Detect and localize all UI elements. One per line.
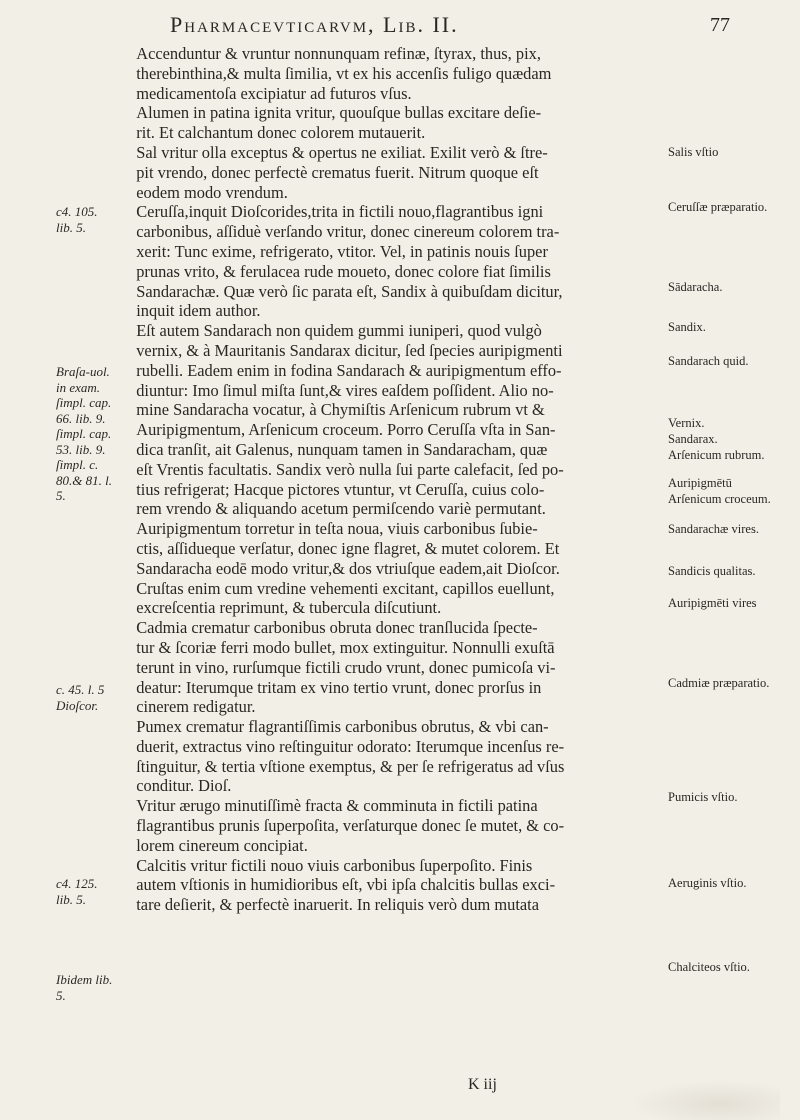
margin-note-right: Arſenicum rubrum. bbox=[668, 448, 765, 462]
text-line: Calcitis vritur fictili nouo viuis carbonibus ſuperpoſito. Finis bbox=[136, 855, 533, 875]
text-line: pit vrendo, donec perfectè crematus fuerit. Nitrum quoque eſt bbox=[136, 162, 539, 182]
text-line: cinerem redigatur. bbox=[136, 697, 256, 717]
paragraph-cerussa bbox=[110, 202, 610, 321]
text-line: Sandaracha eodē modo vritur,& dos vtriuſque eadem,ait Dioſcor. bbox=[136, 558, 560, 578]
margin-note-right: Auripigmētū bbox=[668, 476, 732, 490]
paragraph-alumen bbox=[110, 103, 610, 143]
margin-note-left: c. 45. l. 5 Dioſcor. bbox=[56, 682, 105, 713]
text-line: ſtinguitur, & tertia vſtione exemptus, & per ſe refrigeratus ad vſus bbox=[136, 756, 565, 776]
paragraph-resins bbox=[110, 44, 610, 103]
text-line: deatur: Iterumque tritam ex vino tertio vrunt, donec prorſus in bbox=[136, 677, 542, 697]
text-line: Alumen in patina ignita vritur, quouſque bullas excitare deſie- bbox=[136, 103, 542, 123]
margin-note-right: Sādaracha. bbox=[668, 280, 723, 294]
margin-note-right: Arſenicum croceum. bbox=[668, 492, 771, 506]
main-text bbox=[110, 44, 610, 915]
margin-note-right: Sandarach quid. bbox=[668, 354, 749, 368]
text-line: Auripigmentum torretur in teſta noua, viuis carbonibus ſubie- bbox=[136, 519, 538, 539]
margin-note-left: c4. 105. lib. 5. bbox=[56, 204, 98, 235]
text-line: eſt Vrentis facultatis. Sandix verò nulla ſui parte calefacit, ſed po- bbox=[136, 459, 564, 479]
text-line: tius refrigerat; Hacque pictores vtuntur, vt Ceruſſa, cuius colo- bbox=[136, 479, 545, 499]
text-line: vernix, & à Mauritanis Sandarax dicitur, ſed ſpecies auripigmenti bbox=[136, 340, 563, 360]
margin-note-right: Sandarax. bbox=[668, 432, 718, 446]
text-line: rit. Et calchantum donec colorem mutauerit. bbox=[136, 123, 426, 143]
running-title: Pharmacevticarvm, Lib. II. bbox=[170, 12, 459, 37]
text-line: prunas vrito, & ferulacea rude moueto, donec colore fiat ſimilis bbox=[136, 261, 551, 281]
text-line: conditur. Dioſ. bbox=[136, 776, 232, 796]
margin-note-right: Salis vſtio bbox=[668, 145, 719, 159]
text-line: Sandarachæ. Quæ verò ſic parata eſt, Sandix à quibuſdam dicitur, bbox=[136, 281, 563, 301]
text-line: autem vſtionis in humidioribus eſt, vbi ipſa chalcitis bullas exci- bbox=[136, 875, 556, 895]
text-line: diuntur: Imo ſimul miſta ſunt,& vires eaſdem poſſident. Alio no- bbox=[136, 380, 554, 400]
margin-note-right: Auripigmēti vires bbox=[668, 596, 757, 610]
text-line: duerit, extractus vino reſtinguitur odorato: Iterumque incenſus re- bbox=[136, 736, 565, 756]
text-line: Ceruſſa,inquit Dioſcorides,trita in fictili nouo,flagrantibus igni bbox=[136, 202, 544, 222]
text-line: lorem cinereum concipiat. bbox=[136, 835, 308, 855]
signature-mark: K iij bbox=[468, 1076, 497, 1093]
text-line: flagrantibus prunis ſuperpoſita, verſaturque donec ſe mutet, & co- bbox=[136, 816, 565, 836]
margin-note-right: Sandarachæ vires. bbox=[668, 522, 759, 536]
paragraph-auripigmentum bbox=[110, 519, 610, 618]
text-line: Cruſtas enim cum vredine vehementi excitant, capillos euellunt, bbox=[136, 578, 555, 598]
text-line: Accenduntur & vruntur nonnunquam refinæ, ſtyrax, thus, pix, bbox=[136, 44, 541, 63]
margin-note-right: Aeruginis vſtio. bbox=[668, 876, 747, 890]
margin-note-left: Ibidem lib. 5. bbox=[56, 972, 113, 1003]
text-line: mine Sandaracha vocatur, à Chymiſtis Arſenicum rubrum vt & bbox=[136, 400, 545, 420]
paragraph-pumex bbox=[110, 717, 610, 796]
paper-stain bbox=[630, 1080, 780, 1120]
running-header bbox=[170, 12, 730, 42]
text-line: dica tranſit, ait Galenus, nunquam tamen in Sandaracham, quæ bbox=[136, 439, 548, 459]
text-line: tur & ſcoriæ ferri modo bullet, mox extinguitur. Nonnulli exuſtā bbox=[136, 637, 555, 657]
paragraph-calcitis bbox=[110, 856, 610, 915]
page-number: 77 bbox=[710, 14, 730, 36]
margin-note-right: Ceruſſæ præparatio. bbox=[668, 200, 768, 214]
margin-note-right: Pumicis vſtio. bbox=[668, 790, 738, 804]
paragraph-aerugo bbox=[110, 796, 610, 855]
text-line: Cadmia crematur carbonibus obruta donec tranſlucida ſpecte- bbox=[136, 618, 538, 638]
text-line: Eſt autem Sandarach non quidem gummi iuniperi, quod vulgò bbox=[136, 321, 542, 341]
text-line: inquit idem author. bbox=[136, 301, 261, 321]
text-line: excreſcentia reprimunt, & tubercula diſcutiunt. bbox=[136, 598, 442, 618]
margin-note-right: Vernix. bbox=[668, 416, 705, 430]
margin-note-right: Cadmiæ præparatio. bbox=[668, 676, 770, 690]
text-line: ctis, aſſidueque verſatur, donec igne flagret, & mutet colorem. Et bbox=[136, 538, 560, 558]
margin-note-right: Sandicis qualitas. bbox=[668, 564, 756, 578]
paragraph-cadmia bbox=[110, 618, 610, 717]
text-line: medicamentoſa excipiatur ad futuros vſus. bbox=[136, 83, 412, 103]
text-line: rem vrendo & aliquando acetum permiſcendo variè permutant. bbox=[136, 499, 546, 519]
margin-note-right: Chalciteos vſtio. bbox=[668, 960, 750, 974]
text-line: rubelli. Eadem enim in fodina Sandarach & auripigmentum effo- bbox=[136, 360, 562, 380]
text-line: Sal vritur olla exceptus & opertus ne exiliat. Exilit verò & ſtre- bbox=[136, 142, 548, 162]
margin-note-left: c4. 125. lib. 5. bbox=[56, 876, 98, 907]
text-line: Pumex crematur flagrantiſſimis carbonibus obrutus, & vbi can- bbox=[136, 717, 549, 737]
paragraph-sandarach bbox=[110, 321, 610, 519]
text-line: xerit: Tunc exime, refrigerato, vtitor. Vel, in patinis nouis ſuper bbox=[136, 241, 548, 261]
text-line: terunt in vino, rurſumque fictili crudo vrunt, donec pumicoſa vi- bbox=[136, 657, 556, 677]
text-line: Vritur ærugo minutiſſimè fracta & comminuta in fictili patina bbox=[136, 796, 538, 816]
text-line: Auripigmentum, Arſenicum croceum. Porro Ceruſſa vſta in San- bbox=[136, 420, 556, 440]
text-line: tare deſierit, & perfectè inaruerit. In reliquis verò dum mutata bbox=[136, 895, 540, 915]
text-line: eodem modo vrendum. bbox=[136, 182, 288, 202]
paragraph-sal bbox=[110, 143, 610, 202]
text-line: carbonibus, aſſiduè verſando vritur, donec cinereum colorem tra- bbox=[136, 222, 560, 242]
margin-note-right: Sandix. bbox=[668, 320, 706, 334]
margin-note-left: Braſa-uol. in exam. ſimpl. cap. 66. lib. 9. ſimpl. cap. 53. lib. 9. ſimpl. c. 80.& 81. l. 5. bbox=[56, 364, 112, 503]
text-line: therebinthina,& multa ſimilia, vt ex his accenſis fuligo quædam bbox=[136, 63, 552, 83]
